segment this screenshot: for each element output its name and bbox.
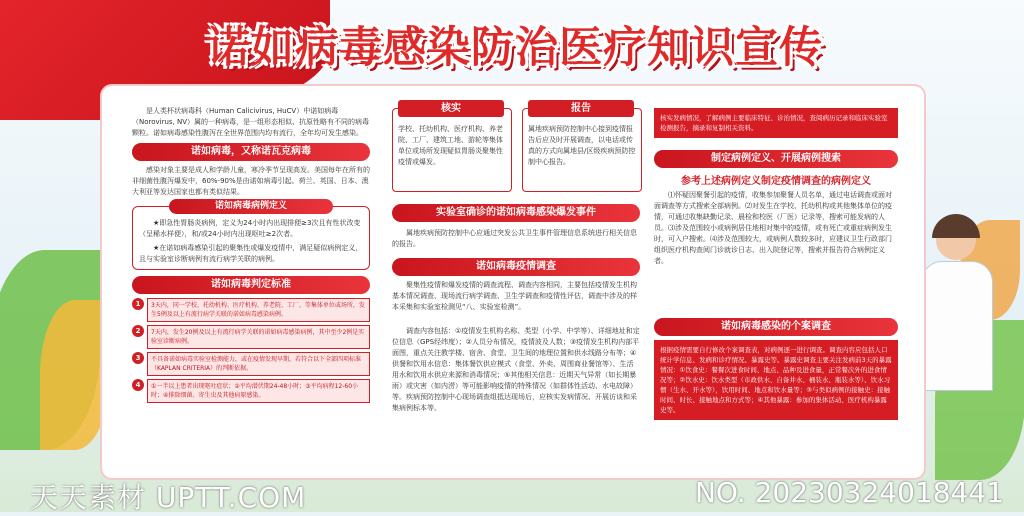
item-number: 4 — [132, 379, 144, 391]
judge-list — [132, 298, 370, 403]
case-definition-1: ★即急性胃肠炎病例，定义为24小时内出现排便≥3次且有性状改变（呈稀水样便），和/或24小时内出现呕吐≥2次者。 — [139, 219, 361, 238]
definition-text: ⑴怀疑因聚餐引起的疫情，收集参加聚餐人员名单，通过电话调查或面对面调查等方式搜索全部病例。⑵对发生在学校、托幼机构或其他集体单位的疫情，可通过收集缺勤记录、晨检和校医（厂医）记录等，搜索可能发病的人员。⑶涉及范围较小或病例居住地相对集中的疫情，或有死亡或重症病例发生时，可入户搜索。⑷涉及范围较大，或病例人数较多时，应建议卫生行政部门组织医疗机构查阅门诊就诊日志、出入院登记等，搜索并报告符合病例定义者。 — [654, 191, 892, 265]
watermark-site: 天天素材 UPTT.COM — [30, 481, 307, 514]
leaf-decoration-left2 — [40, 300, 110, 450]
investigation-title: 诺如病毒疫情调查 — [392, 258, 640, 276]
verify-text: 学校、托幼机构、医疗机构、养老院、工厂、建筑工地、游轮等集体单位或场所发现疑似胃肠炎聚集性疫情或爆发。 — [398, 125, 503, 166]
case-definition-box — [132, 201, 370, 270]
investigation-text-1: 聚集性疫情和爆发疫情的调查流程、调查内容相同，主要包括疫情发生机构基本情况调查、现场流行病学调查、卫生学调查和疫情性评估，调查中涉及的样本采集和实验室检测见“八、实验室检测”。 — [392, 281, 637, 311]
top-red-text: 核实发病情况，了解病例主要临床特征、诊治情况，查阅病历记录和临床实验室检测报告，摘录和复制相关资料。 — [654, 108, 898, 138]
item-number: 1 — [132, 298, 144, 310]
item-number: 3 — [132, 352, 144, 364]
doctor-illustration — [918, 200, 998, 390]
watermark-number: NO. 20230324018441 — [694, 476, 1004, 509]
intro-text: 是人类杯状病毒科（Human Calicivirus, HuCV）中诺如病毒（Norovirus, NV）属的一种病毒，是一组形态相似、抗原性略有不同的病毒颗粒。诺如病毒感染性腹泻在全世界范围内均有流行，全年均可发生感染。 — [132, 107, 370, 137]
section-title-norovirus: 诺如病毒，又称诺瓦克病毒 — [132, 143, 370, 161]
item-number: 2 — [132, 325, 144, 337]
case-definition-2: ★在诺如病毒感染引起的聚集性或爆发疫情中，满足疑似病例定义，且与实验室诊断病例有流行病学关联的病例。 — [139, 244, 363, 263]
list-item — [132, 298, 370, 322]
individual-title: 诺如病毒感染的个案调查 — [654, 318, 898, 336]
list-item — [132, 352, 370, 376]
report-title: 报告 — [528, 100, 634, 117]
lab-title: 实验室确诊的诺如病毒感染爆发事件 — [392, 204, 640, 222]
page-title: 诺如病毒感染防治医疗知识宣传 — [207, 23, 823, 73]
item-text: 3天内，同一学校、托幼机构、医疗机构、养老院、工厂、等集体单位或场所，发生5例及以上有流行病学关联的诺如病毒感染病例。 — [147, 298, 370, 322]
report-text: 属地疾病预防控制中心接到疫情报告后应及时开展调查，以电话或传真的方式向属地县/区级疾病预防控制中心报告。 — [528, 125, 636, 166]
definition-title: 制定病例定义、开展病例搜索 — [654, 150, 898, 168]
column-3 — [654, 86, 900, 478]
list-item — [132, 325, 370, 349]
individual-text: 根据疫情需要自行修改个案调查表，对病例逐一进行调查。调查内容应包括人口统计学信息、发病和诊疗情况、暴露史等。暴露史调查主要关注发病前3天的暴露情况：①饮食史：餐餐次进食时间、地点、品种及进食量，正常餐次外的进食情况等；②饮水史：饮水类型（市政供水、自备井水、桶装水、瓶装水等）、饮水习惯（生水、开水等），饮用时间、地点和饮水量等；③与类似病例的接触史：接触时间、时长、接触地点和方式等；④其他暴露：参加的集体活动、医疗机构暴露史等。 — [654, 340, 898, 420]
item-text: 不具备诺如病毒实验室检测能力，或在疫情发现早期，若符合以下全部四项标准（KAPLAN CRITERIA）的判断依据。 — [147, 352, 370, 376]
verify-title: 核实 — [398, 100, 504, 117]
column-1 — [132, 106, 370, 478]
section-text-norovirus: 感染对象主要是成人和学龄儿童，寒冷季节呈现高发。美国每年在所有的非细菌性腹泻爆发中，60%-90%是由诺如病毒引起。荷兰、英国、日本、澳大利亚等发达国家也都有类似结果。 — [132, 166, 370, 196]
item-text: 7天内，发生20例及以上有流行病学关联的诺如病毒感染病例，其中至少2例是实验室诊断病例。 — [147, 325, 370, 349]
column-2 — [392, 86, 644, 478]
lab-text: 属地疾病预防控制中心应通过突发公共卫生事件管理信息系统进行相关信息的报告。 — [392, 229, 637, 248]
item-text: ①一半以上患者出现呕吐症状；②平均潜伏期24-48小时；③平均病程12-60小时；④排除细菌、寄生虫及其他病原感染。 — [147, 379, 370, 403]
case-definition-title: 诺如病毒病例定义 — [169, 199, 333, 214]
list-item — [132, 379, 370, 403]
content-board — [102, 86, 924, 478]
investigation-text-2: 调查内容包括：①疫情发生机构名称、类型（小学、中学等）、详细地址和定位信息（GPS经纬度）；②人员分布情况，疫情波及人数；③疫情发生机构内部平面图，重点关注教学楼、宿舍、食堂、卫生间的地理位置和供水线路分布等；④供餐和饮用水信息：集体餐饮供应模式（食堂、外卖、周围商业餐馆等）、生活用水和饮用水供应来源和消毒情况；⑤其他相关信息：近期天气异常（如长期暴雨）或灾害（如内涝）等可能影响疫情的特殊情况（如群体性活动、水电故障）等。疾病预防控制中心现场调查组抵达现场后，应核实发病情况、开展访谈和采集病例标本等。 — [392, 327, 640, 412]
definition-subtitle: 参考上述病例定义制定疫情调查的病例定义 — [681, 176, 871, 187]
judge-criteria-title: 诺如病毒判定标准 — [132, 276, 370, 294]
